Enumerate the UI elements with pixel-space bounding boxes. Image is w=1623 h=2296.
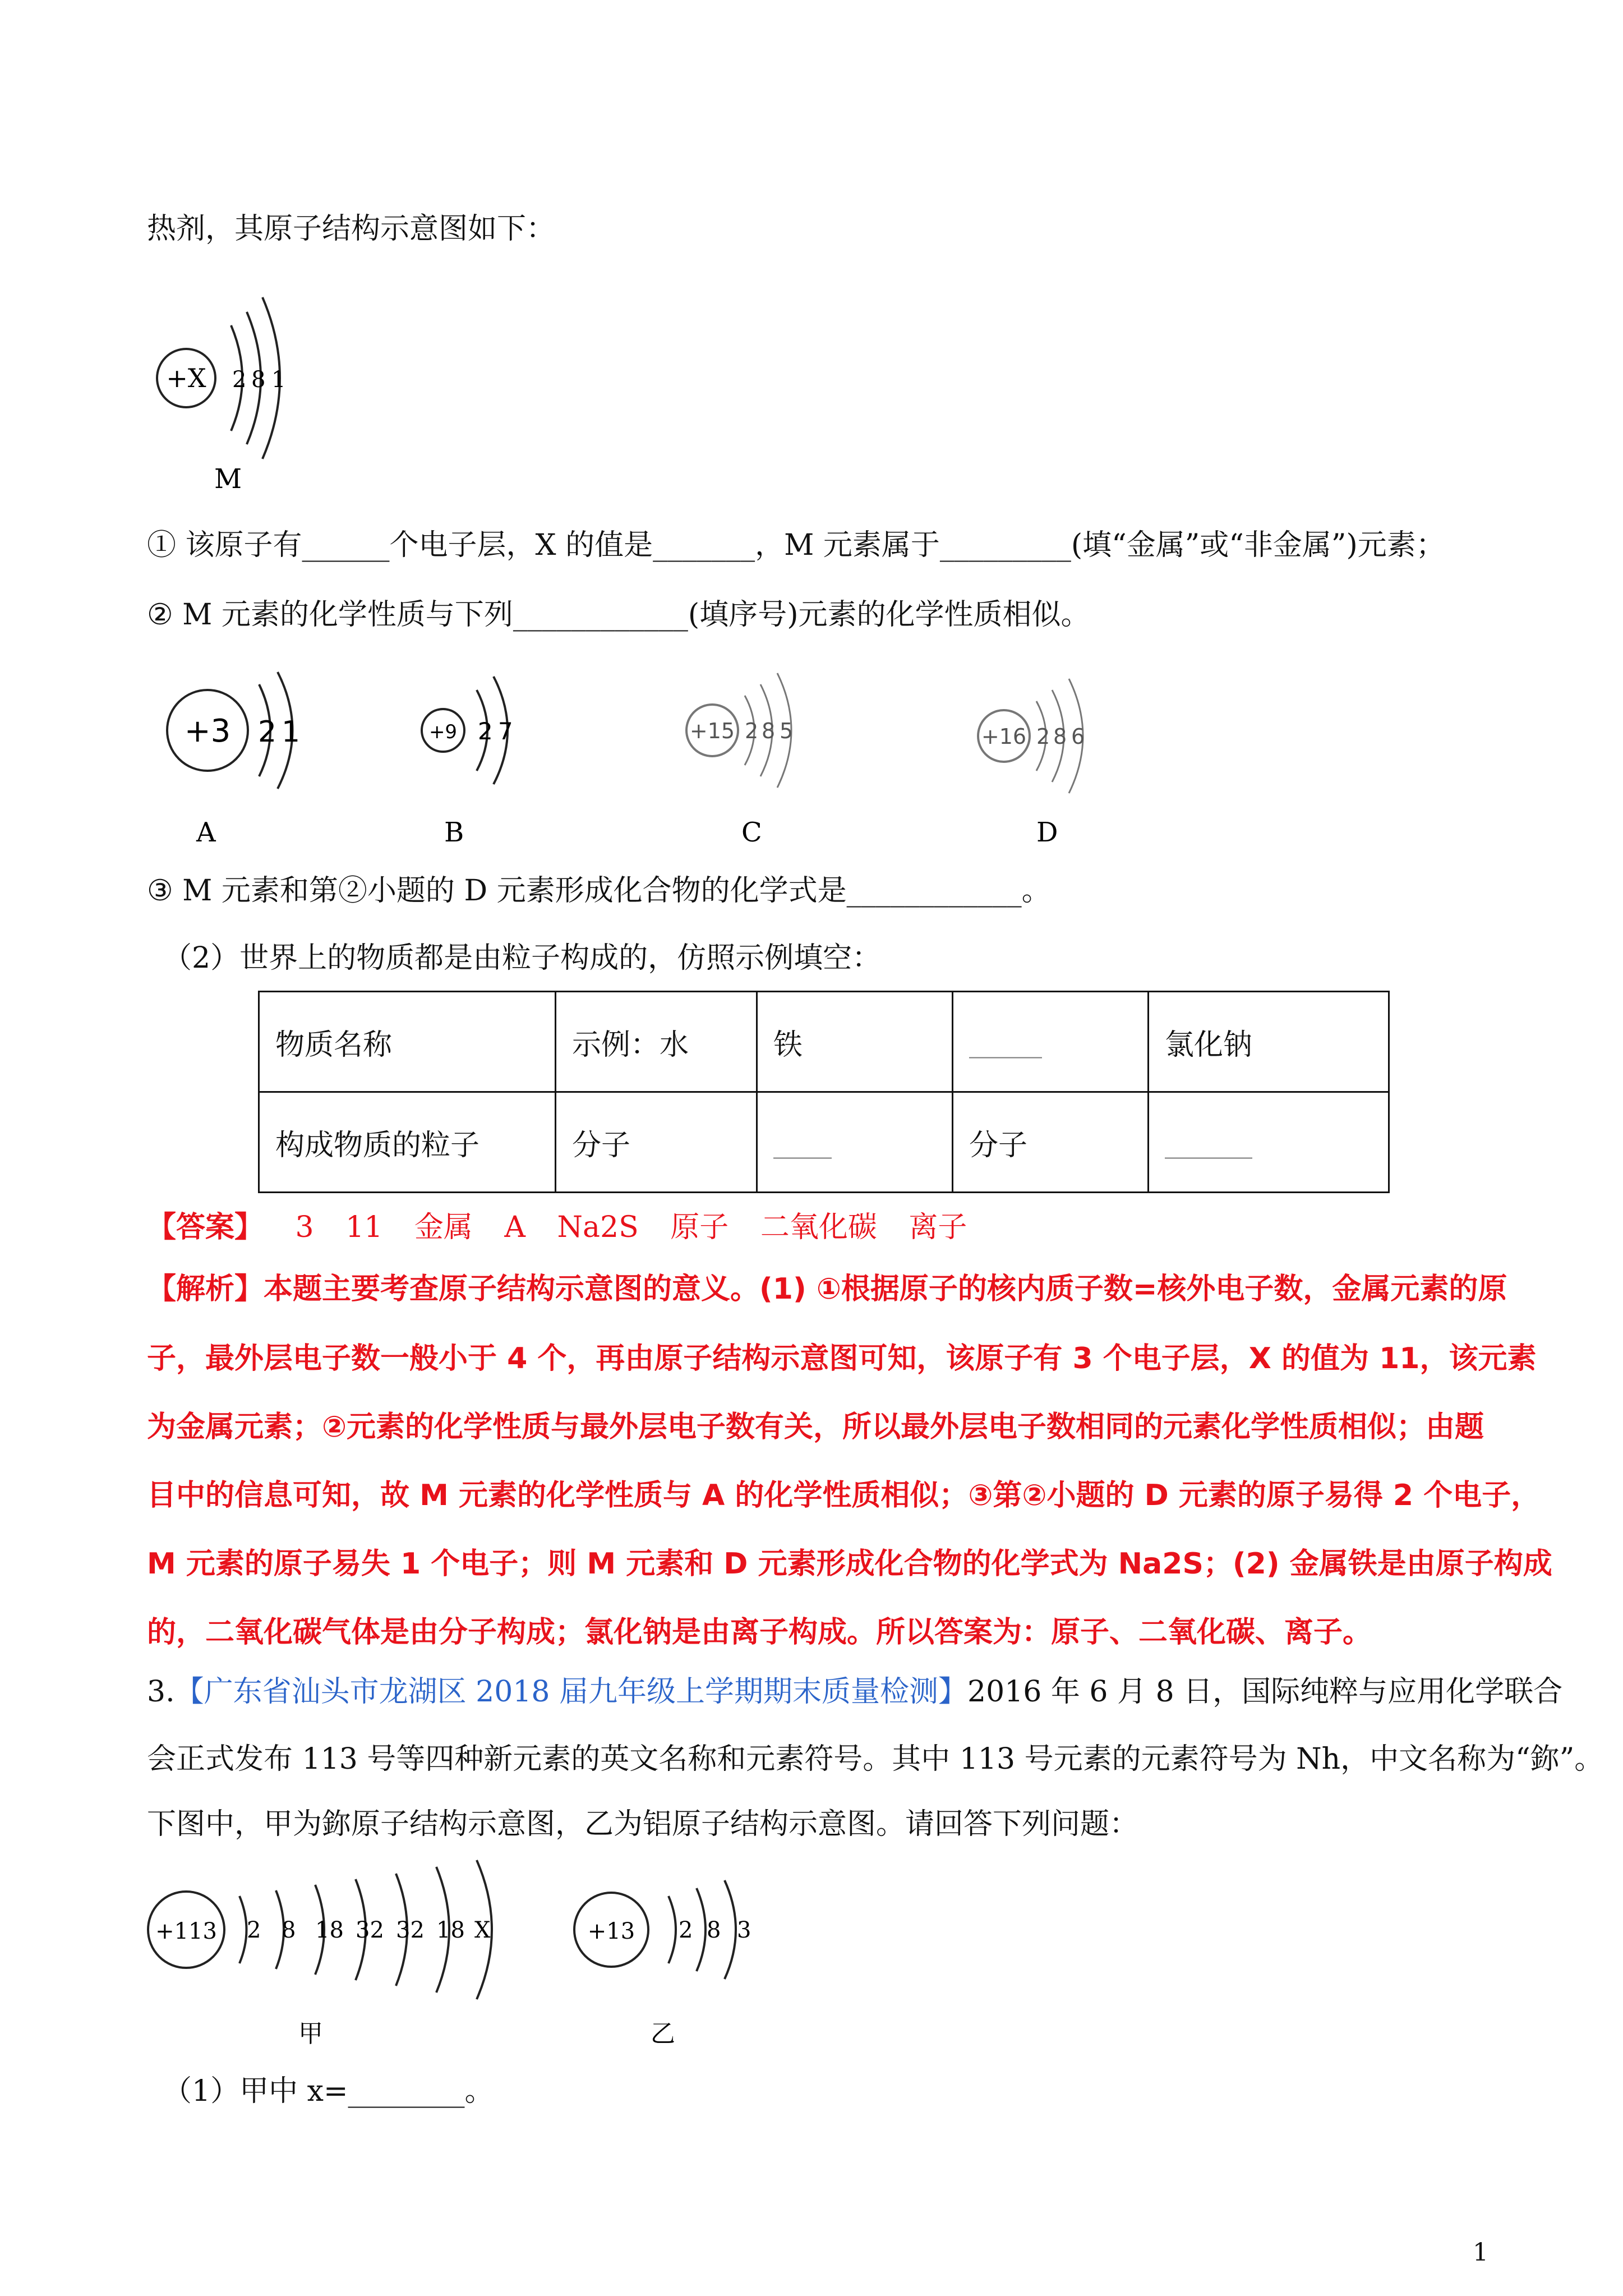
nucleus-label: +13 xyxy=(587,1918,635,1944)
option-label: D xyxy=(1036,817,1058,848)
question-3-part-1: （1）甲中 x=________。 xyxy=(163,2074,494,2108)
atom-diagram-b xyxy=(415,668,572,853)
answer-value: Na2S xyxy=(557,1211,639,1244)
table-row xyxy=(259,992,1389,1092)
shell-4: 32 xyxy=(356,1917,384,1943)
table-cell: 分子 xyxy=(556,1092,757,1193)
atom-diagram-jia xyxy=(147,1851,551,2059)
answer-value: 原子 xyxy=(670,1211,729,1244)
shell-2: 8 xyxy=(282,1917,296,1943)
option-label: A xyxy=(196,817,216,848)
shell-2: 8 xyxy=(707,1917,721,1943)
table-cell: 铁 xyxy=(757,992,953,1092)
question-source: 【广东省汕头市龙湖区 2018 届九年级上学期期末质量检测】 xyxy=(174,1675,968,1709)
question-3: ③ M 元素和第②小题的 D 元素形成化合物的化学式是____________。 xyxy=(147,874,1051,908)
option-label: B xyxy=(444,817,464,848)
answer-line xyxy=(147,1207,967,1248)
atom-diagram-c xyxy=(679,668,858,853)
analysis-line: M 元素的原子易失 1 个电子；则 M 元素和 D 元素形成化合物的化学式为 Na2S；(2) 金属铁是由原子构成 xyxy=(147,1547,1552,1581)
answer-value: 金属 xyxy=(414,1211,473,1244)
intro-line: 热剂，其原子结构示意图如下： xyxy=(147,212,556,246)
answer-value: 3 xyxy=(295,1211,314,1244)
shell-2: 8 xyxy=(762,719,776,743)
nucleus-label: +16 xyxy=(981,724,1027,749)
nucleus-label: +3 xyxy=(184,713,231,749)
shell-7: X xyxy=(474,1917,491,1943)
nucleus-label: +15 xyxy=(689,719,735,743)
option-label: C xyxy=(741,817,762,848)
answer-value: A xyxy=(504,1211,525,1244)
atom-diagram-d xyxy=(970,673,1150,853)
answer-value: 二氧化碳 xyxy=(760,1211,877,1244)
answer-value: 11 xyxy=(345,1211,383,1244)
shell-1: 2 xyxy=(247,1917,261,1943)
table-cell: 物质名称 xyxy=(259,992,556,1092)
analysis-line: 子，最外层电子数一般小于 4 个，再由原子结构示意图可知，该原子有 3 个电子层，X 的值为 11，该元素 xyxy=(147,1342,1537,1375)
question-text: 2016 年 6 月 8 日，国际纯粹与应用化学联合 xyxy=(967,1675,1563,1709)
atom-label: 甲 xyxy=(298,2019,323,2048)
shell-2: 8 xyxy=(1053,724,1067,749)
answer-value: 离子 xyxy=(909,1211,967,1244)
shell-6: 18 xyxy=(436,1917,465,1943)
analysis-line: 的，二氧化碳气体是由分子构成；氯化钠是由离子构成。所以答案为：原子、二氧化碳、离子。 xyxy=(147,1616,1372,1649)
question-3-heading xyxy=(147,1672,1562,1712)
shell-5: 32 xyxy=(396,1917,425,1943)
shell-2: 8 xyxy=(251,367,266,393)
atom-label: M xyxy=(214,463,242,495)
nucleus-label: +X xyxy=(166,363,206,393)
atom-diagram-m xyxy=(147,280,315,505)
question-number: 3. xyxy=(147,1675,175,1709)
question-2: ② M 元素的化学性质与下列____________(填序号)元素的化学性质相似。 xyxy=(147,598,1090,632)
question-3-line-3: 下图中，甲为鉨原子结构示意图，乙为铝原子结构示意图。请回答下列问题： xyxy=(147,1807,1139,1841)
analysis-line: 目中的信息可知，故 M 元素的化学性质与 A 的化学性质相似；③第②小题的 D 元素的原子易得 2 个电子， xyxy=(147,1479,1541,1512)
shell-3: 5 xyxy=(780,719,794,743)
part-2-prompt: （2）世界上的物质都是由粒子构成的，仿照示例填空： xyxy=(163,941,882,975)
nucleus-label: +113 xyxy=(155,1918,217,1944)
shell-2: 7 xyxy=(498,717,513,745)
table-cell: _____ xyxy=(953,992,1149,1092)
shell-3: 1 xyxy=(271,367,286,393)
shell-1: 2 xyxy=(478,717,493,745)
table-cell: ______ xyxy=(1149,1092,1389,1193)
atom-diagram-a xyxy=(163,668,342,853)
shell-1: 2 xyxy=(745,719,759,743)
shell-3: 3 xyxy=(737,1917,751,1943)
shell-3: 6 xyxy=(1071,724,1085,749)
particle-table xyxy=(258,991,1390,1193)
table-cell: 氯化钠 xyxy=(1149,992,1389,1092)
table-row xyxy=(259,1092,1389,1193)
shell-3: 18 xyxy=(315,1917,344,1943)
shell-2: 1 xyxy=(282,715,301,749)
analysis-line: 为金属元素；②元素的化学性质与最外层电子数有关，所以最外层电子数相同的元素化学性质相似；由题 xyxy=(147,1410,1484,1444)
table-cell: 构成物质的粒子 xyxy=(259,1092,556,1193)
shell-1: 2 xyxy=(232,367,247,393)
page-number: 1 xyxy=(1473,2238,1488,2267)
atom-diagram-yi xyxy=(572,1851,774,2059)
shell-1: 2 xyxy=(1036,724,1050,749)
atom-label: 乙 xyxy=(651,2019,675,2048)
question-3-line-2: 会正式发布 113 号等四种新元素的英文名称和元素符号。其中 113 号元素的元素符号为 Nh，中文名称为“鉨”。 xyxy=(147,1742,1604,1776)
shell-1: 2 xyxy=(679,1917,693,1943)
table-cell: 分子 xyxy=(953,1092,1149,1193)
nucleus-label: +9 xyxy=(428,721,458,743)
shell-1: 2 xyxy=(258,715,277,749)
question-1: ① 该原子有______个电子层，X 的值是_______，M 元素属于_________(填“金属”或“非金属”)元素； xyxy=(147,528,1445,562)
table-cell: 示例：水 xyxy=(556,992,757,1092)
answer-label: 【答案】 xyxy=(147,1210,264,1244)
table-cell: ____ xyxy=(757,1092,953,1193)
analysis-line: 【解析】本题主要考查原子结构示意图的意义。(1) ①根据原子的核内质子数=核外电子数，金属元素的原 xyxy=(147,1272,1507,1306)
